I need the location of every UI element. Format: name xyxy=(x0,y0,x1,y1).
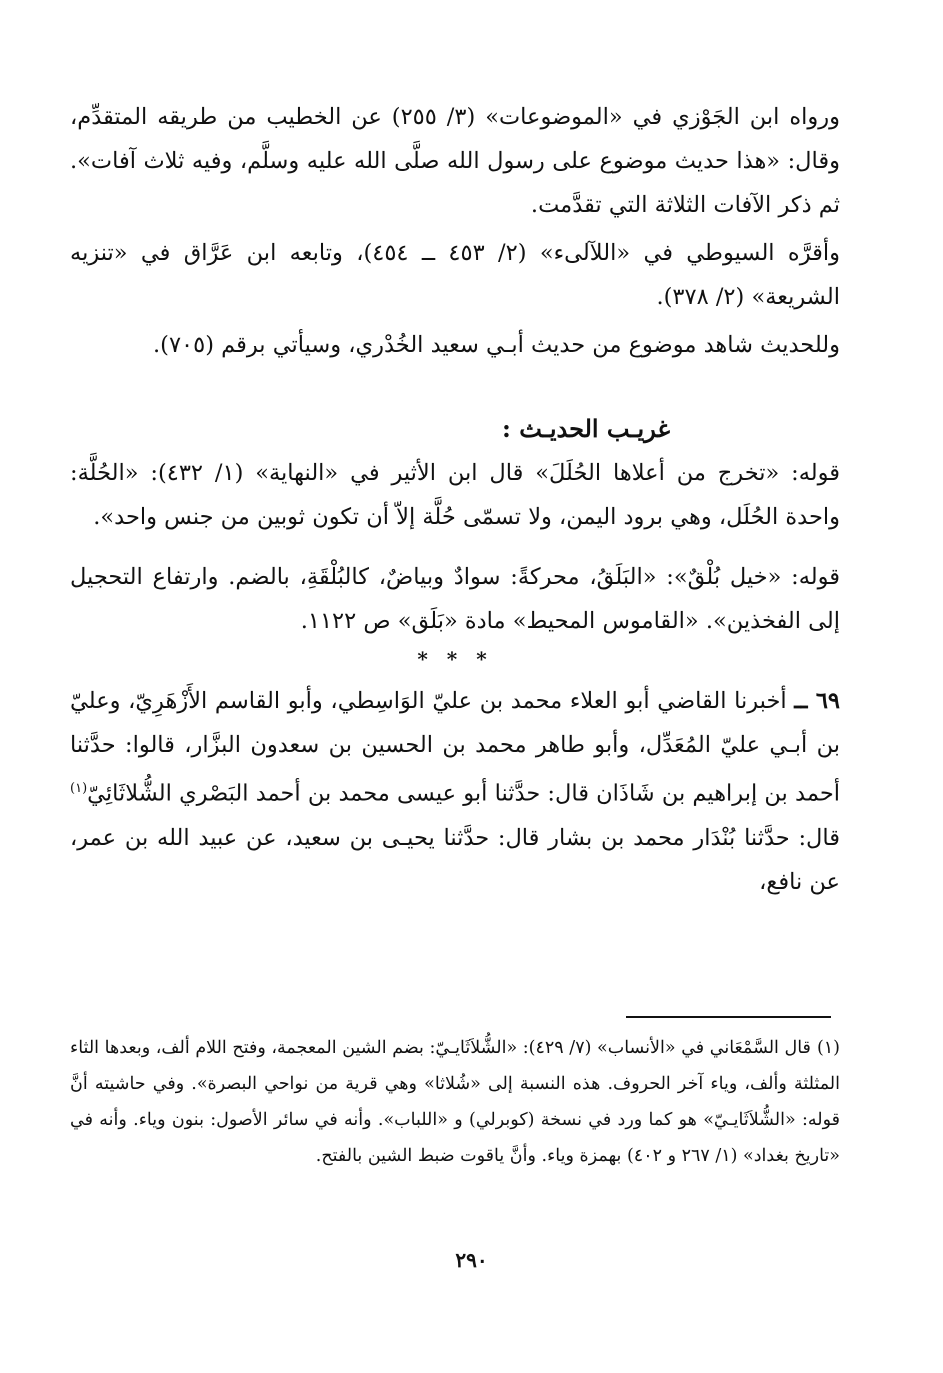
paragraph-hadith-69 xyxy=(70,679,840,904)
paragraph-shahid: وللحديث شاهد موضوع من حديث أبـي سعيد الخُدْري، وسيأتي برقم (٧٠٥). xyxy=(153,332,840,358)
section-heading-gharib: غريـب الحديـث : xyxy=(502,414,670,443)
footnote-separator-line xyxy=(626,1016,831,1018)
footnote-marker: (١) xyxy=(70,781,88,796)
hadith-number: ٦٩ ــ xyxy=(794,688,840,714)
page-number: ٢٩٠ xyxy=(455,1248,488,1272)
footnote-text: قال السَّمْعَاني في «الأنساب» (٧/ ٤٢٩): «الشُّلاَثَايـيّ: بضم الشين المعجمة، وفتح اللام ألف، وبعدها الثاء المثلثة وألف، وياء آخر الحروف. هذه النسبة إلى «شُلاثا» وهي قرية من نواحي البصرة». وفي حاشيته أنَّ قوله: «الشُّلاَثَايـيّ» هو كما ورد في نسخة (كوبرلي) و «اللباب». وأنه في سائر الأصول: بنون وياء. وأنه في «تاريخ بغداد» (١/ ٢٦٧ و ٤٠٢) بهمزة وياء. وأنَّ ياقوت ضبط الشين بالفتح. xyxy=(70,1038,840,1166)
paragraph-hulal: قوله: «تخرج من أعلاها الحُلَلَ» قال ابن الأثير في «النهاية» (١/ ٤٣٢): «الحُلَّة: واحدة الحُلَل، وهي برود اليمن، ولا تسمّى حُلَّة إلاّ أن تكون ثوبين من جنس واحد». xyxy=(70,460,841,530)
hadith-isnad-text-end: قال: حدَّثنا بُنْدَار محمد بن بشار قال: حدَّثنا يحيـى بن سعيد، عن عبيد الله بن عمر، عن نافع، xyxy=(70,824,840,895)
paragraph-bulq: قوله: «خيل بُلْقٌ»: «البَلَقُ، محركةً: سوادٌ وبياضٌ، كالبُلْقَةِ، بالضم. وارتفاع التحجيل إلى الفخذين». «القاموس المحيط» مادة «بَلَق» ص ١١٢٢. xyxy=(70,564,840,634)
main-text xyxy=(70,95,840,904)
footnote-1 xyxy=(70,1030,840,1174)
paragraph-ibn-aljawzi: ورواه ابن الجَوْزي في «الموضوعات» (٣/ ٢٥٥) عن الخطيب من طريقه المتقدِّم، وقال: «هذا حديث موضوع على رسول الله صلَّى الله عليه وسلَّم، وفيه ثلاث آفات». ثم ذكر الآفات الثلاثة التي تقدَّمت. xyxy=(70,104,841,218)
footnote-number: (١) xyxy=(816,1038,840,1058)
paragraph-suyuti: وأقرَّه السيوطي في «اللآلىء» (٢/ ٤٥٣ ــ ٤٥٤)، وتابعه ابن عَرَّاق في «تنزيه الشريعة» (٢/ ٣٧٨). xyxy=(70,240,840,310)
section-divider-stars: * * * xyxy=(417,647,493,671)
hadith-isnad-text: أخبرنا القاضي أبو العلاء محمد بن عليّ الوَاسِطي، وأبو القاسم الأَزْهَرِيّ، وعليّ بن أبـي عليّ المُعَدِّل، وأبو طاهر محمد بن الحسين بن سعدون البزَّار، قالوا: حدَّثنا أحمد بن إبراهيم بن شَاذَان قال: حدَّثنا أبو عيسى محمد بن أحمد البَصْري الشُّلاثَائِيّ xyxy=(70,688,840,807)
